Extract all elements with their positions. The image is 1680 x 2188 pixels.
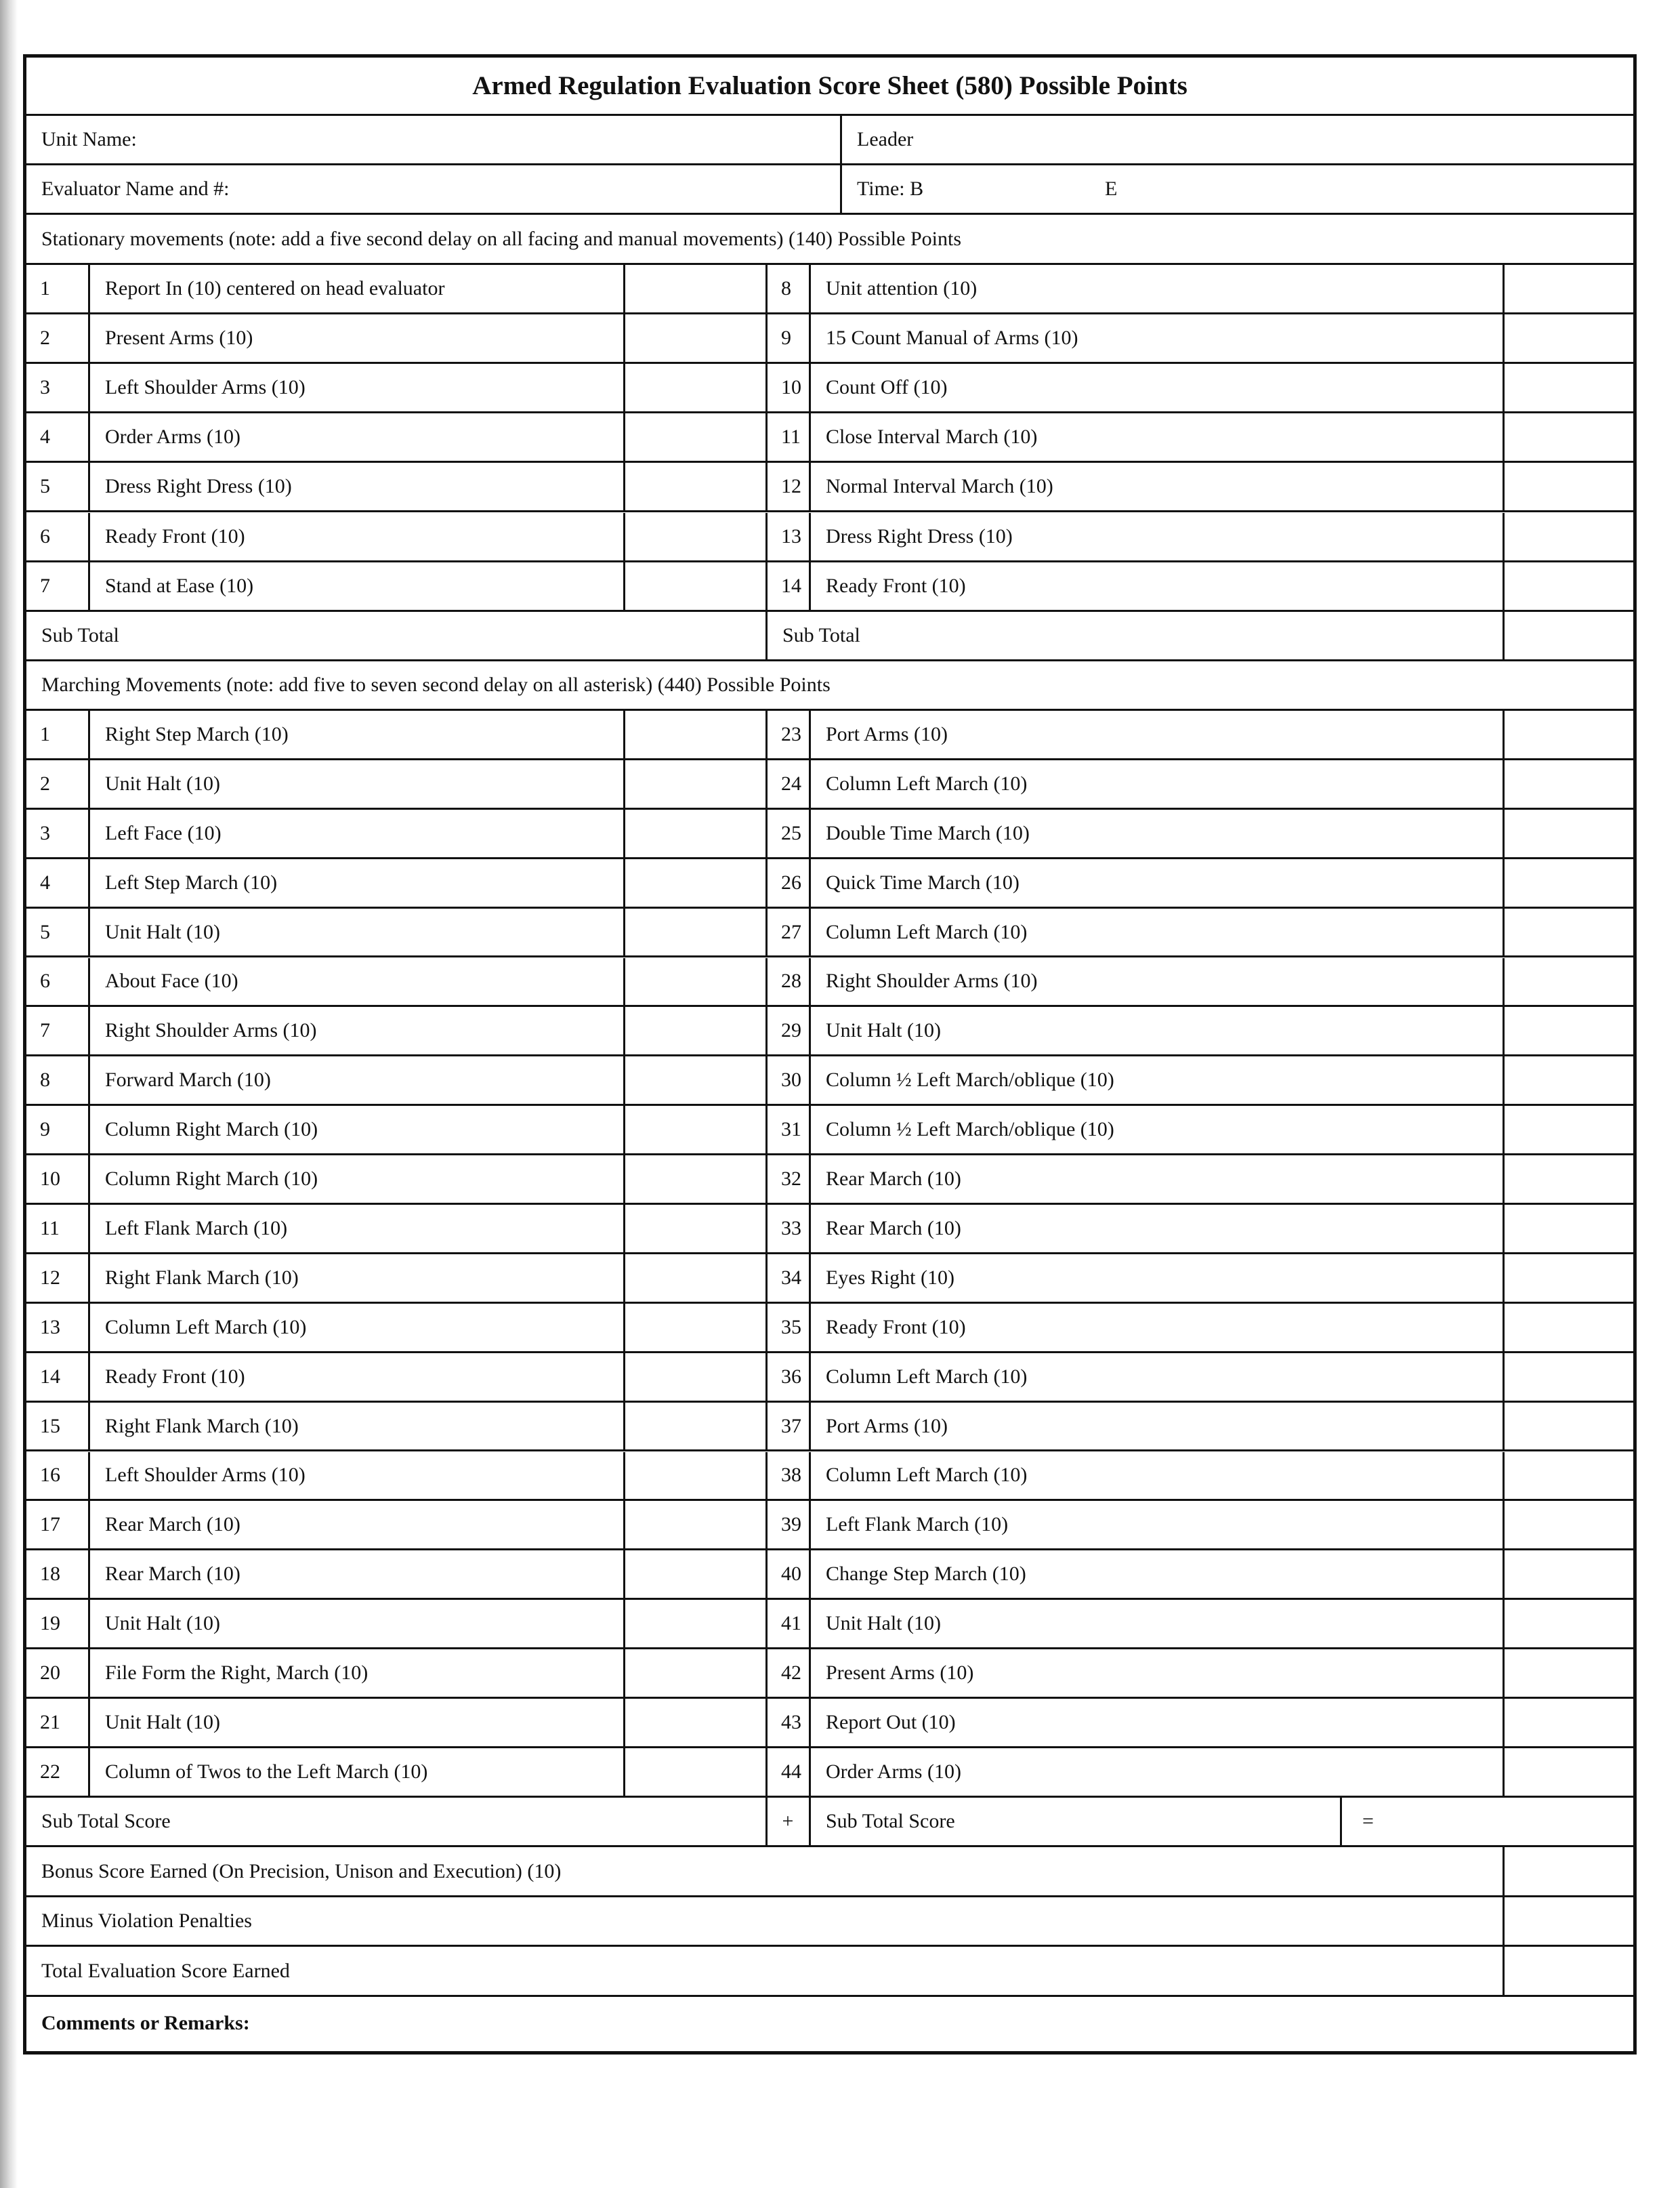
score-cell-right[interactable]: [1505, 463, 1633, 510]
item-number-left: 17: [40, 1513, 60, 1536]
item-number-left: 1: [40, 277, 50, 300]
table-row: [26, 1699, 1633, 1748]
evaluator-field[interactable]: Evaluator Name and #:: [41, 178, 230, 200]
movement-left: Unit Halt (10): [105, 1710, 220, 1733]
item-number-right: 25: [781, 821, 801, 844]
score-cell-right[interactable]: [1505, 413, 1633, 461]
comments-label: Comments or Remarks:: [41, 2012, 250, 2034]
score-cell-left[interactable]: [625, 1501, 765, 1548]
movement-left: Forward March (10): [105, 1069, 271, 1092]
item-number-left: 13: [40, 1315, 60, 1338]
table-row: [26, 1056, 1633, 1106]
item-number-left: 21: [40, 1710, 60, 1733]
movement-right: Ready Front (10): [826, 574, 966, 597]
score-cell-left[interactable]: [625, 364, 765, 411]
movement-right: Column ½ Left March/oblique (10): [826, 1118, 1114, 1141]
time-begin-field[interactable]: Time: B: [857, 178, 924, 200]
stationary-subtotal-right-label: Sub Total: [782, 624, 860, 646]
movement-right: Dress Right Dress (10): [826, 524, 1013, 548]
score-cell-right[interactable]: [1505, 1353, 1633, 1401]
item-number-right: 29: [781, 1019, 801, 1042]
item-number-right: 38: [781, 1464, 801, 1487]
item-number-left: 14: [40, 1365, 60, 1388]
total-label: Total Evaluation Score Earned: [41, 1959, 290, 1982]
movement-left: Ready Front (10): [105, 524, 245, 548]
score-cell-right[interactable]: [1505, 1501, 1633, 1548]
score-cell-left[interactable]: [625, 810, 765, 857]
evaluator-time-row: [26, 165, 1633, 215]
movement-right: Report Out (10): [826, 1710, 956, 1733]
movement-right: Ready Front (10): [826, 1315, 966, 1338]
item-number-right: 34: [781, 1266, 801, 1289]
table-row: [26, 413, 1633, 463]
score-sheet: [23, 54, 1637, 2055]
item-number-left: 16: [40, 1464, 60, 1487]
item-number-right: 44: [781, 1760, 801, 1783]
movement-left: Column Left March (10): [105, 1315, 307, 1338]
score-cell-left[interactable]: [625, 463, 765, 510]
score-cell-right[interactable]: [1505, 1007, 1633, 1054]
score-cell-left[interactable]: [625, 1452, 765, 1500]
movement-right: Count Off (10): [826, 376, 948, 399]
movement-left: Column Right March (10): [105, 1168, 318, 1191]
item-number-right: 8: [781, 277, 791, 300]
score-cell-left[interactable]: [625, 1748, 765, 1796]
table-row: [26, 1748, 1633, 1798]
item-number-right: 30: [781, 1069, 801, 1092]
score-cell-right[interactable]: [1505, 1254, 1633, 1302]
item-number-right: 28: [781, 970, 801, 993]
table-row: [26, 1254, 1633, 1304]
score-cell-right[interactable]: [1505, 1452, 1633, 1500]
table-row: [26, 314, 1633, 364]
score-cell-left[interactable]: [625, 314, 765, 362]
score-cell-right[interactable]: [1505, 1550, 1633, 1598]
score-cell-right[interactable]: [1505, 1304, 1633, 1351]
score-cell-left[interactable]: [625, 1254, 765, 1302]
table-row: [26, 909, 1633, 958]
movement-right: Unit Halt (10): [826, 1612, 941, 1635]
score-cell-right[interactable]: [1505, 1600, 1633, 1647]
score-cell-left[interactable]: [625, 265, 765, 312]
item-number-left: 2: [40, 327, 50, 350]
score-cell-left[interactable]: [625, 1106, 765, 1153]
movement-right: Eyes Right (10): [826, 1266, 954, 1289]
table-row: [26, 1353, 1633, 1403]
item-number-left: 1: [40, 722, 50, 745]
movement-left: File Form the Right, March (10): [105, 1661, 369, 1685]
score-cell-right[interactable]: [1505, 1106, 1633, 1153]
score-cell-left[interactable]: [625, 1699, 765, 1746]
title-row: [26, 58, 1633, 116]
table-row: [26, 1155, 1633, 1205]
movement-right: Unit attention (10): [826, 277, 978, 300]
penalties-label: Minus Violation Penalties: [41, 1910, 252, 1932]
movement-right: Present Arms (10): [826, 1661, 974, 1685]
score-cell-right[interactable]: [1505, 513, 1633, 560]
score-cell-left[interactable]: [625, 562, 765, 610]
item-number-right: 31: [781, 1118, 801, 1141]
score-cell-left[interactable]: [625, 1155, 765, 1203]
score-cell-right[interactable]: [1505, 810, 1633, 857]
item-number-left: 11: [40, 1216, 60, 1239]
item-number-left: 6: [40, 970, 50, 993]
score-cell-left[interactable]: [625, 958, 765, 1006]
movement-right: Rear March (10): [826, 1168, 961, 1191]
movement-right: Double Time March (10): [826, 821, 1030, 844]
item-number-left: 19: [40, 1612, 60, 1635]
movement-left: Right Step March (10): [105, 722, 289, 745]
item-number-right: 41: [781, 1612, 801, 1635]
movement-left: Unit Halt (10): [105, 1612, 220, 1635]
table-row: [26, 1304, 1633, 1353]
score-cell-left[interactable]: [625, 1353, 765, 1401]
score-cell-left[interactable]: [625, 1304, 765, 1351]
score-cell-right[interactable]: [1505, 1649, 1633, 1697]
movement-left: Left Shoulder Arms (10): [105, 376, 306, 399]
bonus-label: Bonus Score Earned (On Precision, Unison and Execution) (10): [41, 1859, 562, 1882]
score-cell-left[interactable]: [625, 711, 765, 758]
item-number-right: 27: [781, 920, 801, 943]
movement-right: Rear March (10): [826, 1216, 961, 1239]
penalties-row: [26, 1897, 1633, 1947]
time-end-field[interactable]: E: [1105, 178, 1118, 200]
table-row: [26, 1501, 1633, 1550]
item-number-left: 8: [40, 1069, 50, 1092]
score-cell-right[interactable]: [1505, 958, 1633, 1006]
movement-right: Order Arms (10): [826, 1760, 961, 1783]
movement-left: Right Flank March (10): [105, 1266, 299, 1289]
movement-left: Stand at Ease (10): [105, 574, 254, 597]
item-number-right: 33: [781, 1216, 801, 1239]
item-number-left: 22: [40, 1760, 60, 1783]
movement-left: Column Right March (10): [105, 1118, 318, 1141]
marching-header-text: Marching Movements (note: add five to seven second delay on all asterisk) (440) Possible Points: [41, 674, 831, 696]
score-cell-left[interactable]: [625, 1007, 765, 1054]
score-cell-right[interactable]: [1505, 562, 1633, 610]
table-row: [26, 711, 1633, 760]
movement-left: About Face (10): [105, 970, 238, 993]
movement-right: 15 Count Manual of Arms (10): [826, 327, 1078, 350]
table-row: [26, 1649, 1633, 1699]
table-row: [26, 1403, 1633, 1452]
item-number-right: 9: [781, 327, 791, 350]
item-number-right: 13: [781, 524, 801, 548]
movement-right: Close Interval March (10): [826, 426, 1038, 449]
item-number-right: 40: [781, 1563, 801, 1586]
unit-leader-row: [26, 116, 1633, 165]
score-cell-left[interactable]: [625, 1600, 765, 1647]
score-cell-left[interactable]: [625, 859, 765, 907]
movement-right: Unit Halt (10): [826, 1019, 941, 1042]
movement-right: Column Left March (10): [826, 1365, 1028, 1388]
score-cell-right[interactable]: [1505, 859, 1633, 907]
table-row: [26, 1106, 1633, 1155]
item-number-right: 24: [781, 772, 801, 795]
item-number-left: 10: [40, 1168, 60, 1191]
table-row: [26, 760, 1633, 810]
movement-left: Ready Front (10): [105, 1365, 245, 1388]
comments-row: [26, 1997, 1633, 2055]
unit-name-field[interactable]: Unit Name:: [41, 128, 137, 150]
table-row: [26, 463, 1633, 512]
score-cell-left[interactable]: [625, 1205, 765, 1252]
score-cell-right[interactable]: [1505, 314, 1633, 362]
item-number-left: 20: [40, 1661, 60, 1685]
stationary-header: [26, 215, 1633, 265]
item-number-right: 35: [781, 1315, 801, 1338]
movement-right: Column Left March (10): [826, 772, 1028, 795]
score-cell-left[interactable]: [625, 1550, 765, 1598]
movement-left: Report In (10) centered on head evaluator: [105, 277, 445, 300]
stationary-subtotal-score[interactable]: [1505, 612, 1633, 659]
score-cell-left[interactable]: [625, 1056, 765, 1104]
movement-left: Present Arms (10): [105, 327, 253, 350]
item-number-left: 15: [40, 1414, 60, 1437]
movement-left: Dress Right Dress (10): [105, 475, 292, 498]
item-number-right: 14: [781, 574, 801, 597]
score-cell-right[interactable]: [1505, 760, 1633, 808]
table-row: [26, 1007, 1633, 1056]
movement-left: Left Face (10): [105, 821, 222, 844]
item-number-left: 6: [40, 524, 50, 548]
equals-sign: =: [1362, 1810, 1374, 1832]
table-row: [26, 562, 1633, 612]
item-number-left: 18: [40, 1563, 60, 1586]
score-cell-right[interactable]: [1505, 1403, 1633, 1450]
marching-subtotal-left-label: Sub Total Score: [41, 1810, 171, 1832]
item-number-right: 10: [781, 376, 801, 399]
item-number-right: 43: [781, 1710, 801, 1733]
item-number-right: 11: [781, 426, 801, 449]
score-cell-right[interactable]: [1505, 1155, 1633, 1203]
bonus-row: [26, 1847, 1633, 1897]
movement-left: Left Step March (10): [105, 871, 278, 894]
stationary-subtotal-left-label: Sub Total: [41, 624, 119, 646]
score-cell-left[interactable]: [625, 413, 765, 461]
movement-right: Port Arms (10): [826, 1414, 948, 1437]
marching-subtotal-right-label: Sub Total Score: [826, 1810, 955, 1832]
movement-left: Right Shoulder Arms (10): [105, 1019, 317, 1042]
item-number-left: 12: [40, 1266, 60, 1289]
movement-left: Left Shoulder Arms (10): [105, 1464, 306, 1487]
score-cell-right[interactable]: [1505, 265, 1633, 312]
score-cell-right[interactable]: [1505, 1056, 1633, 1104]
scan-shadow: [0, 0, 18, 2188]
table-row: [26, 958, 1633, 1008]
item-number-right: 36: [781, 1365, 801, 1388]
item-number-left: 5: [40, 475, 50, 498]
item-number-right: 26: [781, 871, 801, 894]
item-number-left: 2: [40, 772, 50, 795]
movement-right: Column Left March (10): [826, 920, 1028, 943]
movement-right: Column ½ Left March/oblique (10): [826, 1069, 1114, 1092]
item-number-right: 37: [781, 1414, 801, 1437]
stationary-header-text: Stationary movements (note: add a five second delay on all facing and manual movements) (140) Possible Points: [41, 227, 962, 250]
score-cell-left[interactable]: [625, 1649, 765, 1697]
table-row: [26, 1550, 1633, 1600]
item-number-left: 9: [40, 1118, 50, 1141]
item-number-left: 4: [40, 426, 50, 449]
item-number-right: 23: [781, 722, 801, 745]
marching-subtotal-row: [26, 1798, 1633, 1847]
table-row: [26, 1600, 1633, 1649]
sheet-title: Armed Regulation Evaluation Score Sheet (580) Possible Points: [472, 71, 1188, 100]
score-cell-right[interactable]: [1505, 1748, 1633, 1796]
item-number-left: 4: [40, 871, 50, 894]
movement-left: Left Flank March (10): [105, 1216, 288, 1239]
table-row: [26, 513, 1633, 562]
score-cell-left[interactable]: [625, 760, 765, 808]
table-row: [26, 859, 1633, 909]
penalties-score-cell[interactable]: [1505, 1897, 1633, 1945]
table-row: [26, 364, 1633, 413]
movement-right: Right Shoulder Arms (10): [826, 970, 1038, 993]
item-number-left: 5: [40, 920, 50, 943]
table-row: [26, 1452, 1633, 1502]
leader-field[interactable]: Leader: [857, 128, 914, 150]
score-cell-left[interactable]: [625, 909, 765, 956]
table-row: [26, 265, 1633, 314]
movement-left: Right Flank March (10): [105, 1414, 299, 1437]
movement-left: Rear March (10): [105, 1513, 240, 1536]
movement-right: Port Arms (10): [826, 722, 948, 745]
score-cell-left[interactable]: [625, 1403, 765, 1450]
movement-right: Change Step March (10): [826, 1563, 1026, 1586]
movement-left: Column of Twos to the Left March (10): [105, 1760, 428, 1783]
total-row: [26, 1947, 1633, 1997]
movement-left: Unit Halt (10): [105, 772, 220, 795]
stationary-subtotal-row: [26, 612, 1633, 661]
movement-left: Rear March (10): [105, 1563, 240, 1586]
item-number-left: 7: [40, 574, 50, 597]
item-number-right: 39: [781, 1513, 801, 1536]
movement-left: Unit Halt (10): [105, 920, 220, 943]
item-number-right: 32: [781, 1168, 801, 1191]
movement-right: Left Flank March (10): [826, 1513, 1009, 1536]
movement-right: Normal Interval March (10): [826, 475, 1053, 498]
table-row: [26, 1205, 1633, 1254]
bonus-score-cell[interactable]: [1505, 1847, 1633, 1895]
table-row: [26, 810, 1633, 859]
total-score-cell[interactable]: [1505, 1947, 1633, 1995]
item-number-left: 3: [40, 821, 50, 844]
movement-right: Column Left March (10): [826, 1464, 1028, 1487]
plus-sign: +: [782, 1810, 794, 1832]
item-number-left: 3: [40, 376, 50, 399]
item-number-right: 12: [781, 475, 801, 498]
score-cell-right[interactable]: [1505, 364, 1633, 411]
movement-left: Order Arms (10): [105, 426, 240, 449]
score-cell-left[interactable]: [625, 513, 765, 560]
score-cell-right[interactable]: [1505, 909, 1633, 956]
item-number-right: 42: [781, 1661, 801, 1685]
score-cell-right[interactable]: [1505, 1699, 1633, 1746]
marching-header: [26, 661, 1633, 711]
item-number-left: 7: [40, 1019, 50, 1042]
score-cell-right[interactable]: [1505, 711, 1633, 758]
score-cell-right[interactable]: [1505, 1205, 1633, 1252]
movement-right: Quick Time March (10): [826, 871, 1020, 894]
